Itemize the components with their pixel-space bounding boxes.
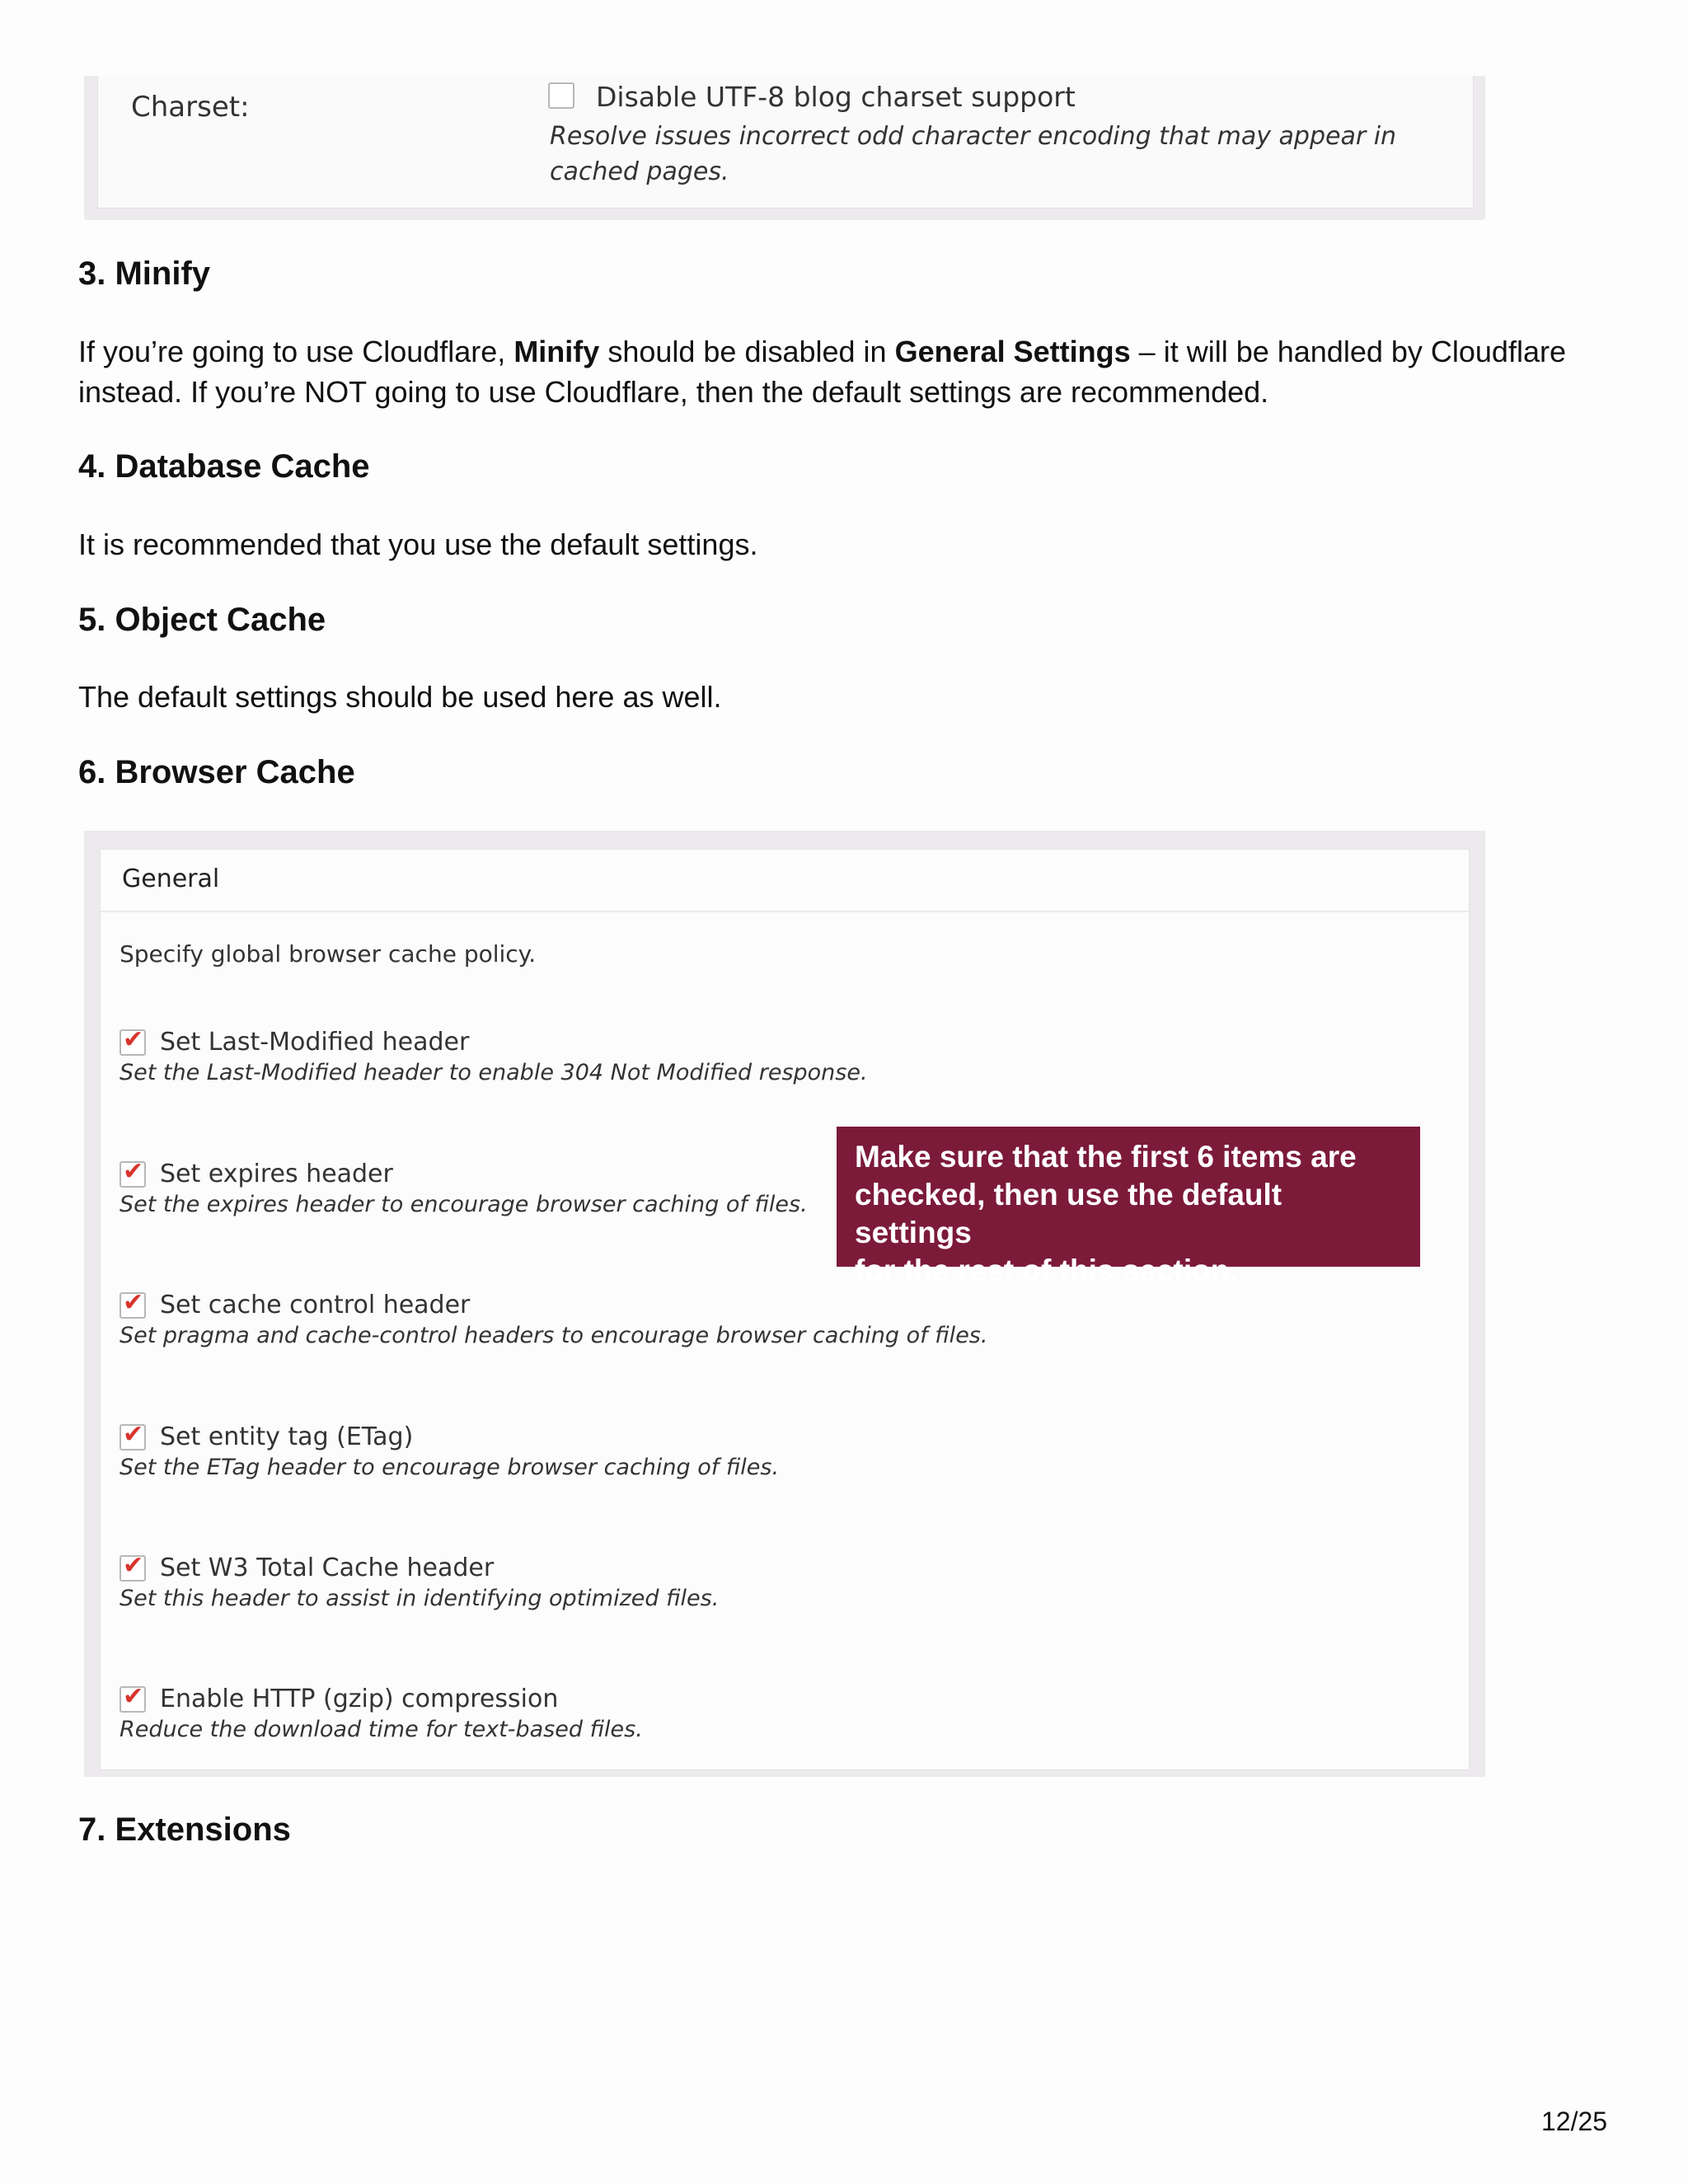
panel-intro: Specify global browser cache policy. <box>120 940 537 968</box>
etag-desc: Set the ETag header to encourage browser caching of files. <box>120 1455 780 1480</box>
heading-database-cache: 4. Database Cache <box>78 448 370 485</box>
charset-label: Charset: <box>131 91 250 124</box>
charset-screenshot <box>84 76 1485 220</box>
utf8-charset-checkbox[interactable] <box>548 82 574 109</box>
last-modified-checkbox[interactable] <box>120 1026 146 1056</box>
callout-line-3: for the rest of this section. <box>855 1254 1238 1287</box>
browser-cache-screenshot <box>84 831 1485 1777</box>
check-icon: ✔ <box>123 1421 144 1448</box>
utf8-charset-option-label: Disable UTF-8 blog charset support <box>596 81 1076 113</box>
expires-checkbox[interactable] <box>120 1158 146 1188</box>
minify-paragraph-line1: If you’re going to use Cloudflare, Minify should be disabled in General Settings – it will be handled by Cloudflare <box>78 335 1566 368</box>
gzip-desc: Reduce the download time for text-based files. <box>120 1717 643 1742</box>
w3tc-header-checkbox[interactable] <box>120 1552 146 1582</box>
utf8-charset-option-desc-2: cached pages. <box>550 157 729 186</box>
charset-panel <box>97 76 1474 209</box>
browser-cache-panel <box>100 849 1470 1770</box>
check-icon: ✔ <box>123 1552 144 1579</box>
check-icon: ✔ <box>123 1289 144 1316</box>
cache-control-desc: Set pragma and cache-control headers to encourage browser caching of files. <box>120 1323 988 1348</box>
utf8-charset-option-desc-1: Resolve issues incorrect odd character encoding that may appear in <box>550 122 1397 151</box>
panel-header <box>101 850 1469 912</box>
expires-desc: Set the expires header to encourage browser caching of files. <box>120 1192 808 1217</box>
callout-line-2: checked, then use the default settings <box>855 1178 1282 1249</box>
gzip-label: Enable HTTP (gzip) compression <box>160 1685 559 1713</box>
cache-control-label: Set cache control header <box>160 1291 471 1319</box>
page-number: 12/25 <box>1541 2107 1608 2136</box>
heading-minify: 3. Minify <box>78 255 211 292</box>
check-icon: ✔ <box>123 1158 144 1185</box>
callout-note <box>837 1127 1420 1287</box>
check-icon: ✔ <box>123 1683 144 1710</box>
object-cache-paragraph: The default settings should be used here as well. <box>78 680 722 714</box>
heading-browser-cache: 6. Browser Cache <box>78 754 355 790</box>
expires-label: Set expires header <box>160 1160 393 1188</box>
check-icon: ✔ <box>123 1026 144 1053</box>
last-modified-desc: Set the Last-Modified header to enable 304 Not Modified response. <box>120 1060 868 1085</box>
w3tc-header-label: Set W3 Total Cache header <box>160 1554 495 1582</box>
callout-line-1: Make sure that the first 6 items are <box>855 1140 1357 1174</box>
etag-label: Set entity tag (ETag) <box>160 1422 414 1451</box>
etag-checkbox[interactable] <box>120 1421 146 1451</box>
cache-control-checkbox[interactable] <box>120 1289 146 1319</box>
panel-title: General <box>122 865 220 893</box>
w3tc-header-desc: Set this header to assist in identifying optimized files. <box>120 1586 720 1611</box>
database-cache-paragraph: It is recommended that you use the default settings. <box>78 527 758 561</box>
heading-object-cache: 5. Object Cache <box>78 602 326 638</box>
heading-extensions: 7. Extensions <box>78 1811 291 1848</box>
gzip-checkbox[interactable] <box>120 1683 146 1713</box>
last-modified-label: Set Last-Modified header <box>160 1028 470 1057</box>
minify-paragraph-line2: instead. If you’re NOT going to use Cloudflare, then the default settings are recommended. <box>78 375 1269 409</box>
